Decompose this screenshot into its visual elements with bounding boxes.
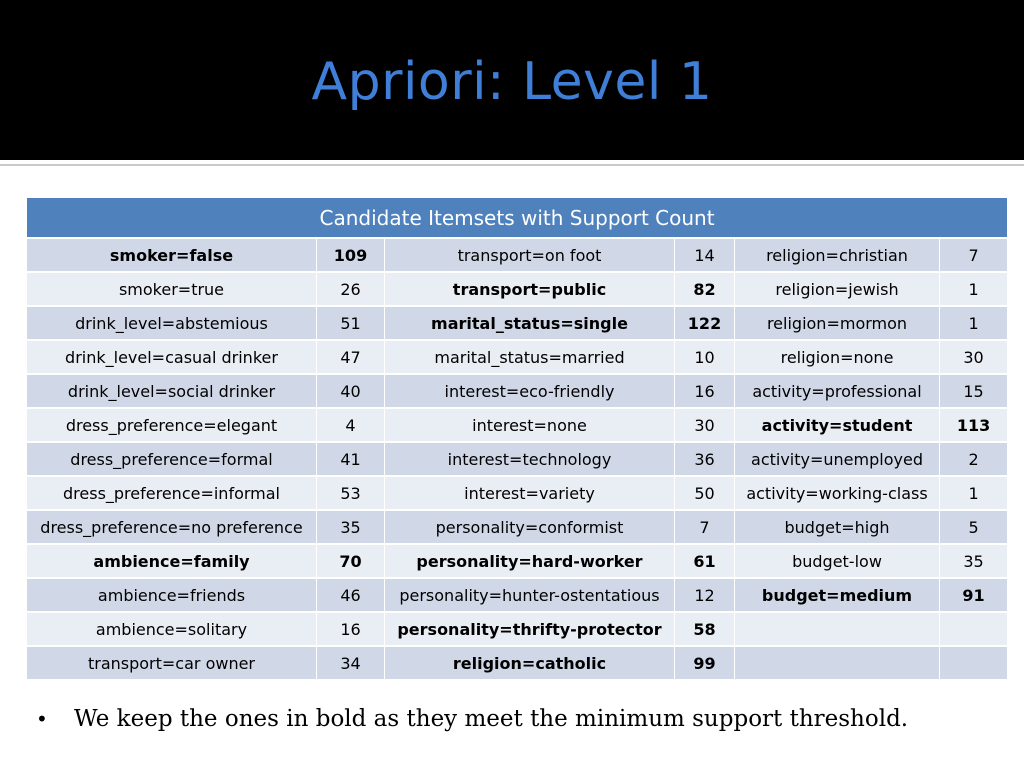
itemset-cell: drink_level=casual drinker (27, 340, 317, 374)
support-count-cell: 7 (675, 510, 735, 544)
support-count-cell: 1 (940, 306, 1008, 340)
support-count-cell: 35 (317, 510, 385, 544)
itemset-cell: activity=professional (735, 374, 940, 408)
bullet-text: We keep the ones in bold as they meet the minimum support threshold. (74, 706, 909, 732)
itemset-cell (735, 612, 940, 646)
title-divider (0, 164, 1024, 166)
itemset-cell: interest=none (385, 408, 675, 442)
itemset-cell: smoker=true (27, 272, 317, 306)
support-count-cell: 122 (675, 306, 735, 340)
support-count-cell: 14 (675, 238, 735, 272)
itemset-cell: dress_preference=formal (27, 442, 317, 476)
itemset-cell: dress_preference=no preference (27, 510, 317, 544)
itemset-cell: transport=public (385, 272, 675, 306)
support-count-cell: 26 (317, 272, 385, 306)
support-count-cell: 16 (317, 612, 385, 646)
support-count-cell: 30 (940, 340, 1008, 374)
itemset-cell: interest=variety (385, 476, 675, 510)
table-body (27, 238, 1008, 679)
table-row (27, 612, 1008, 646)
itemset-cell: interest=eco-friendly (385, 374, 675, 408)
bullet-note (36, 706, 908, 732)
support-count-cell: 16 (675, 374, 735, 408)
itemset-cell: ambience=solitary (27, 612, 317, 646)
table-row (27, 578, 1008, 612)
itemset-cell: budget=high (735, 510, 940, 544)
table-row (27, 374, 1008, 408)
table-row (27, 510, 1008, 544)
support-count-cell: 61 (675, 544, 735, 578)
itemsets-table (26, 197, 1008, 679)
itemset-cell: smoker=false (27, 238, 317, 272)
itemset-cell: activity=student (735, 408, 940, 442)
support-count-cell: 99 (675, 646, 735, 679)
itemset-cell: personality=thrifty-protector (385, 612, 675, 646)
support-count-cell: 1 (940, 272, 1008, 306)
table-row (27, 340, 1008, 374)
bullet-icon: • (36, 707, 48, 731)
itemset-cell: dress_preference=elegant (27, 408, 317, 442)
itemset-cell: religion=mormon (735, 306, 940, 340)
support-count-cell: 91 (940, 578, 1008, 612)
itemset-cell: ambience=friends (27, 578, 317, 612)
support-count-cell: 34 (317, 646, 385, 679)
title-bar (0, 0, 1024, 160)
support-count-cell: 82 (675, 272, 735, 306)
support-count-cell: 2 (940, 442, 1008, 476)
itemset-cell: personality=hunter-ostentatious (385, 578, 675, 612)
table-row (27, 238, 1008, 272)
table-row (27, 646, 1008, 679)
support-count-cell: 58 (675, 612, 735, 646)
support-count-cell (940, 646, 1008, 679)
itemset-cell: drink_level=abstemious (27, 306, 317, 340)
itemset-cell: ambience=family (27, 544, 317, 578)
support-count-cell: 4 (317, 408, 385, 442)
itemset-cell: drink_level=social drinker (27, 374, 317, 408)
itemset-cell: religion=christian (735, 238, 940, 272)
support-count-cell: 46 (317, 578, 385, 612)
table-header-row (27, 198, 1008, 239)
support-count-cell (940, 612, 1008, 646)
itemset-cell: dress_preference=informal (27, 476, 317, 510)
itemset-cell: personality=conformist (385, 510, 675, 544)
support-count-cell: 50 (675, 476, 735, 510)
support-count-cell: 12 (675, 578, 735, 612)
support-count-cell: 70 (317, 544, 385, 578)
itemset-cell: religion=jewish (735, 272, 940, 306)
support-count-cell: 53 (317, 476, 385, 510)
table-row (27, 442, 1008, 476)
itemset-cell: budget-low (735, 544, 940, 578)
itemset-cell (735, 646, 940, 679)
itemset-cell: religion=catholic (385, 646, 675, 679)
itemset-cell: activity=working-class (735, 476, 940, 510)
itemset-cell: personality=hard-worker (385, 544, 675, 578)
itemset-cell: activity=unemployed (735, 442, 940, 476)
slide-title: Apriori: Level 1 (311, 52, 713, 112)
support-count-cell: 36 (675, 442, 735, 476)
itemset-cell: marital_status=married (385, 340, 675, 374)
table-header: Candidate Itemsets with Support Count (27, 198, 1008, 239)
support-count-cell: 109 (317, 238, 385, 272)
support-count-cell: 40 (317, 374, 385, 408)
itemset-cell: transport=on foot (385, 238, 675, 272)
itemset-cell: transport=car owner (27, 646, 317, 679)
table-row (27, 306, 1008, 340)
itemset-cell: interest=technology (385, 442, 675, 476)
table-row (27, 544, 1008, 578)
itemset-cell: budget=medium (735, 578, 940, 612)
support-count-cell: 1 (940, 476, 1008, 510)
table-row (27, 272, 1008, 306)
itemset-cell: marital_status=single (385, 306, 675, 340)
support-count-cell: 10 (675, 340, 735, 374)
support-count-cell: 15 (940, 374, 1008, 408)
support-count-cell: 41 (317, 442, 385, 476)
support-count-cell: 7 (940, 238, 1008, 272)
itemset-cell: religion=none (735, 340, 940, 374)
support-count-cell: 5 (940, 510, 1008, 544)
table-row (27, 476, 1008, 510)
support-count-cell: 47 (317, 340, 385, 374)
table-row (27, 408, 1008, 442)
support-count-cell: 51 (317, 306, 385, 340)
support-count-cell: 30 (675, 408, 735, 442)
support-count-cell: 113 (940, 408, 1008, 442)
support-count-cell: 35 (940, 544, 1008, 578)
